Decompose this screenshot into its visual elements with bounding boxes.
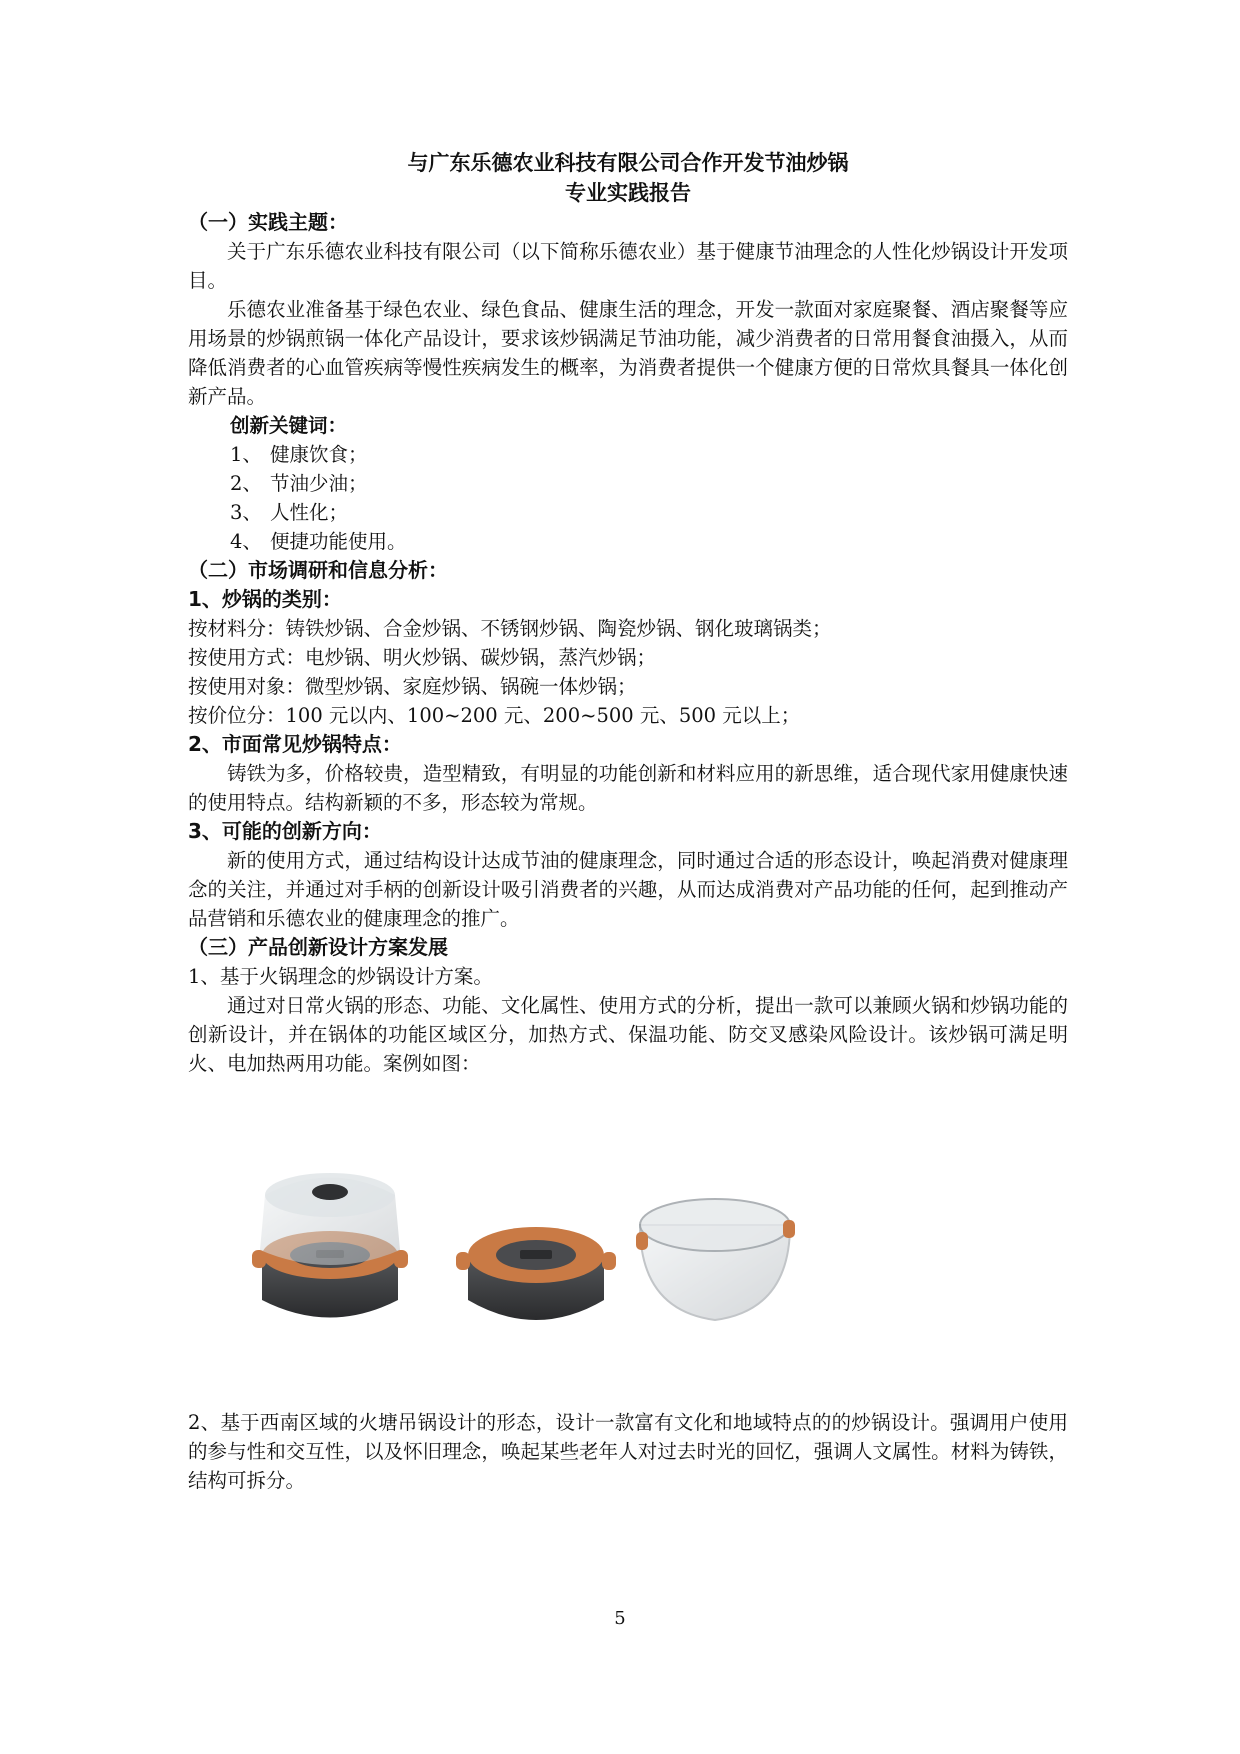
section2-heading: （二）市场调研和信息分析： xyxy=(188,558,448,582)
category-line: 按价位分：100 元以内、100~200 元、200~500 元、500 元以上； xyxy=(188,704,801,727)
section3-item1-title: 1、基于火锅理念的炒锅设计方案。 xyxy=(188,965,493,988)
keyword-text: 节油少油； xyxy=(270,472,368,495)
keywords-heading: 创新关键词： xyxy=(230,414,348,437)
keyword-item xyxy=(188,469,1068,498)
section3-item1-para: 通过对日常火锅的形态、功能、文化属性、使用方式的分析，提出一款可以兼顾火锅和炒锅功能的创新设计，并在锅体的功能区域区分，加热方式、保温功能、防交叉感染风险设计。该炒锅可满足明火、电加热两用功能。案例如图： xyxy=(188,994,1068,1075)
pot-open xyxy=(456,1227,616,1320)
page-number: 5 xyxy=(614,1608,626,1629)
section2-sub2-heading: 2、市面常见炒锅特点： xyxy=(188,732,402,756)
wok-product-image xyxy=(240,1150,840,1350)
section2-sub1-heading: 1、炒锅的类别： xyxy=(188,587,342,611)
keyword-num: 2、 xyxy=(230,472,262,495)
category-line: 按使用对象：微型炒锅、家庭炒锅、锅碗一体炒锅； xyxy=(188,675,637,698)
section2-sub3-heading: 3、可能的创新方向： xyxy=(188,819,382,843)
keyword-text: 健康饮食； xyxy=(270,443,368,466)
section1-para1: 关于广东乐德农业科技有限公司（以下简称乐德农业）基于健康节油理念的人性化炒锅设计开发项目。 xyxy=(188,240,1068,292)
keyword-num: 1、 xyxy=(230,443,262,466)
keyword-item xyxy=(188,440,1068,469)
document-content xyxy=(188,148,1068,1495)
product-figure xyxy=(188,1078,1068,1408)
pot-with-lid xyxy=(252,1173,408,1318)
keyword-text: 人性化； xyxy=(270,501,349,524)
section1-heading: （一）实践主题： xyxy=(188,210,348,234)
keyword-num: 3、 xyxy=(230,501,262,524)
section1-para2: 乐德农业准备基于绿色农业、绿色食品、健康生活的理念，开发一款面对家庭聚餐、酒店聚餐等应用场景的炒锅煎锅一体化产品设计，要求该炒锅满足节油功能，减少消费者的日常用餐食油摄入，从而降低消费者的心血管疾病等慢性疾病发生的概率，为消费者提供一个健康方便的日常炊具餐具一体化创新产品。 xyxy=(188,298,1068,408)
section3-item2-para: 2、基于西南区域的火塘吊锅设计的形态，设计一款富有文化和地域特点的的炒锅设计。强调用户使用的参与性和交互性，以及怀旧理念，唤起某些老年人对过去时光的回忆，强调人文属性。材料为铸铁，结构可拆分。 xyxy=(188,1411,1068,1492)
section2-sub3-para: 新的使用方式，通过结构设计达成节油的健康理念，同时通过合适的形态设计，唤起消费对健康理念的关注，并通过对手柄的创新设计吸引消费者的兴趣，从而达成消费对产品功能的任何，起到推动产品营销和乐德农业的健康理念的推广。 xyxy=(188,849,1068,930)
document-title-line1: 与广东乐德农业科技有限公司合作开发节油炒锅 xyxy=(407,151,849,175)
keyword-num: 4、 xyxy=(230,530,262,553)
keyword-item xyxy=(188,498,1068,527)
category-line: 按使用方式：电炒锅、明火炒锅、碳炒锅，蒸汽炒锅； xyxy=(188,646,657,669)
document-title-line2: 专业实践报告 xyxy=(565,181,691,205)
section3-heading: （三）产品创新设计方案发展 xyxy=(188,935,448,959)
section2-sub2-para: 铸铁为多，价格较贵，造型精致，有明显的功能创新和材料应用的新思维，适合现代家用健康快速的使用特点。结构新颖的不多，形态较为常规。 xyxy=(188,762,1068,814)
category-line: 按材料分：铸铁炒锅、合金炒锅、不锈钢炒锅、陶瓷炒锅、钢化玻璃锅类； xyxy=(188,617,832,640)
keyword-text: 便捷功能使用。 xyxy=(270,530,407,553)
glass-bowl xyxy=(636,1199,795,1320)
keyword-item xyxy=(188,527,1068,556)
